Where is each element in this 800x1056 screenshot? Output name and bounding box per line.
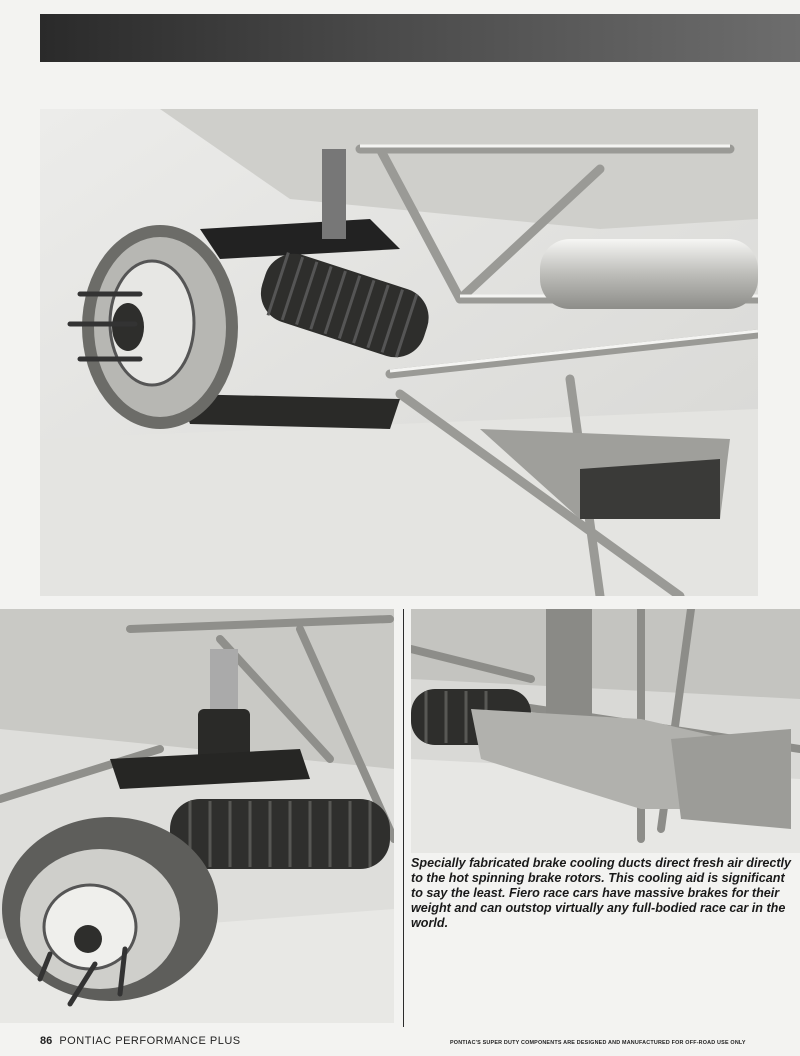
page-footer (40, 1035, 241, 1049)
page-number: 86 (40, 1035, 53, 1047)
photo-brake-rotor-closeup (0, 609, 394, 1023)
photo-duct-frame-detail (411, 609, 800, 853)
header-bar (40, 14, 800, 62)
column-divider (403, 609, 404, 1027)
photo-caption: Specially fabricated brake cooling ducts direct fresh air directly to the hot spinning brake rotors. This cooling aid is significant to say the least. Fiero race cars have massive brakes for their weight and can outstop virtually any full-bodied race car in the world. (411, 856, 792, 930)
off-road-disclaimer: PONTIAC'S SUPER DUTY COMPONENTS ARE DESIGNED AND MANUFACTURED FOR OFF-ROAD USE ONLY (450, 1040, 746, 1046)
magazine-title: PONTIAC PERFORMANCE PLUS (59, 1035, 241, 1047)
photo-front-suspension-brake-duct (40, 109, 758, 596)
